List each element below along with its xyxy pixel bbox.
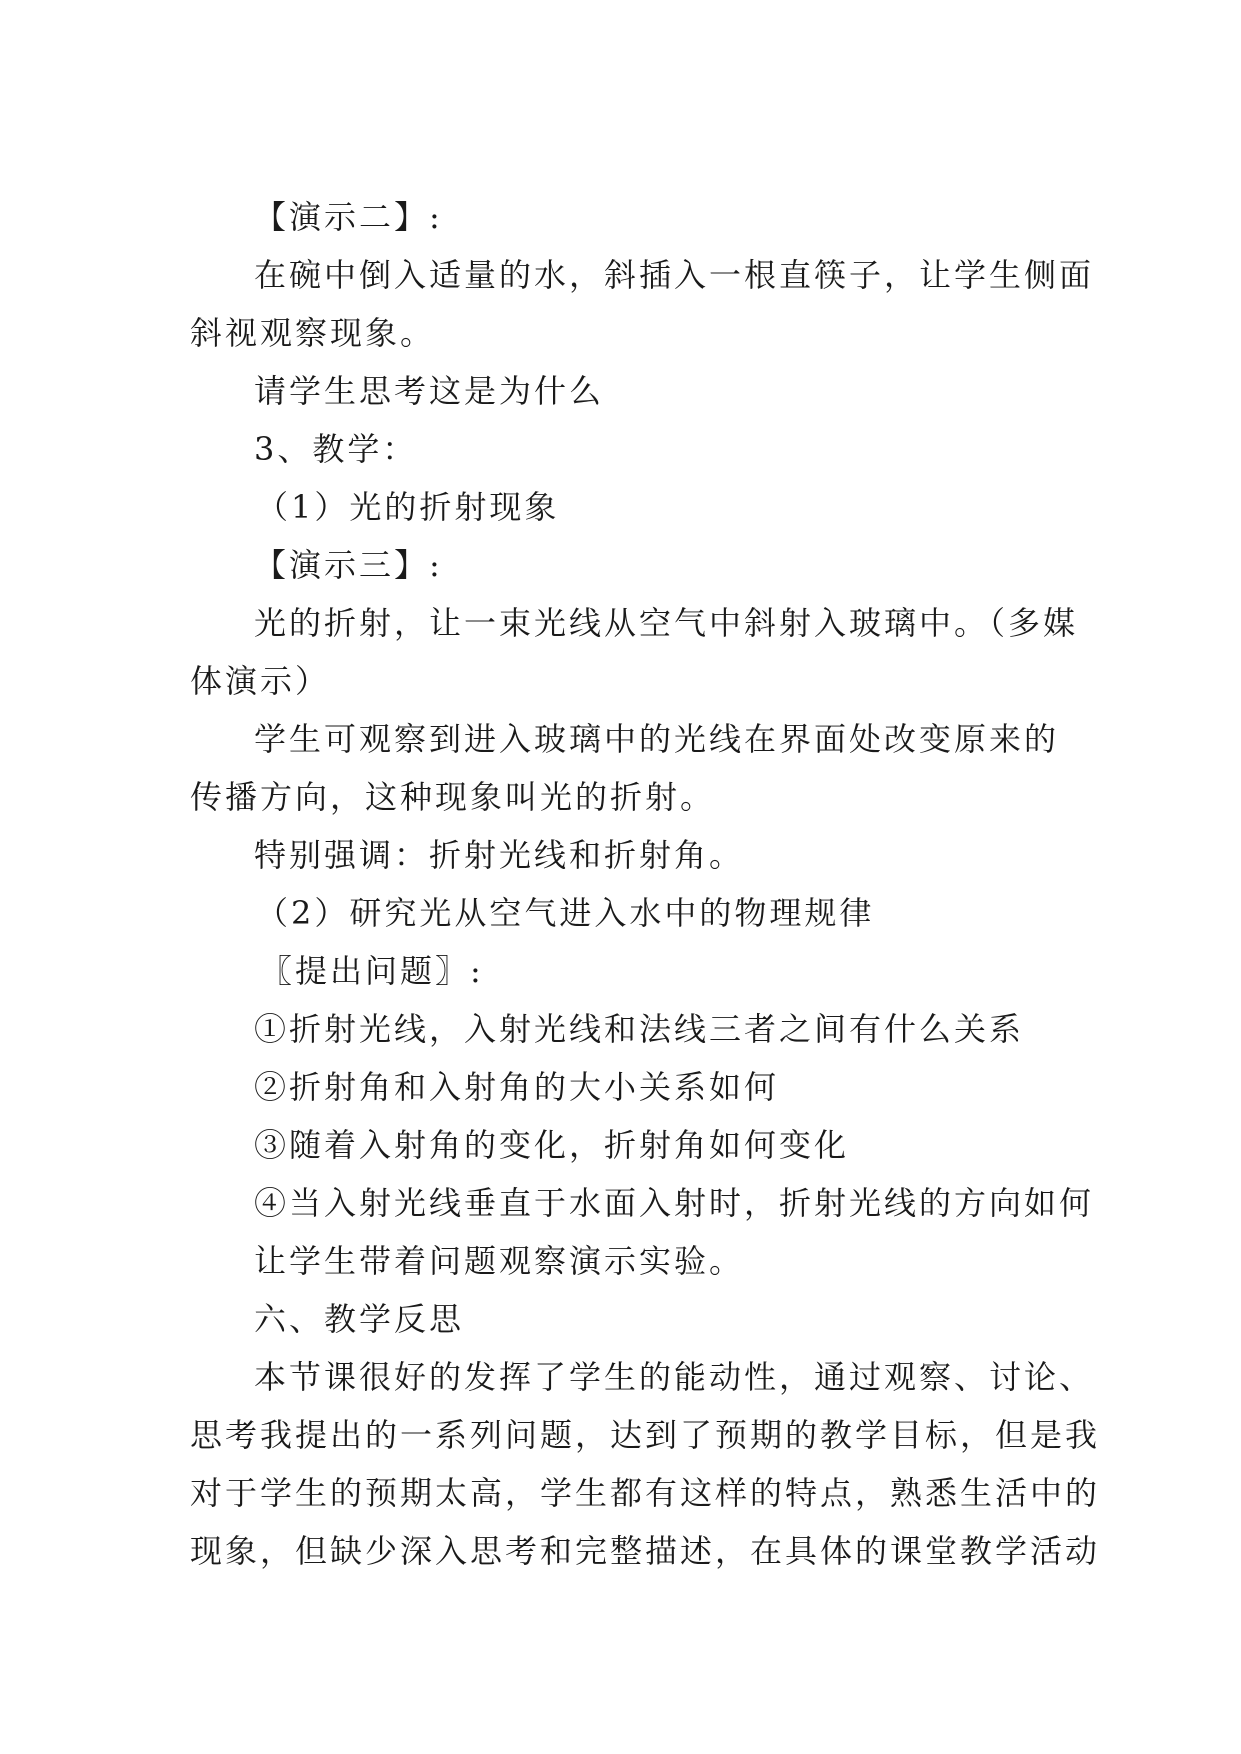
section-heading-teaching: 3、教学：: [254, 430, 418, 468]
subheading-air-to-water: （2）研究光从空气进入水中的物理规律: [256, 894, 875, 932]
paragraph-line: 斜视观察现象。: [190, 314, 436, 352]
document-body: [190, 188, 1101, 1580]
paragraph-line: 本节课很好的发挥了学生的能动性，通过观察、讨论、: [254, 1358, 1095, 1396]
paragraph-line: 传播方向，这种现象叫光的折射。: [190, 778, 716, 816]
section-heading-reflection: 六、教学反思: [254, 1300, 465, 1338]
paragraph-line: 在碗中倒入适量的水，斜插入一根直筷子，让学生侧面: [254, 256, 1095, 294]
paragraph-line: 学生可观察到进入玻璃中的光线在界面处改变原来的: [254, 720, 1060, 758]
paragraph-line: 思考我提出的一系列问题，达到了预期的教学目标，但是我: [190, 1416, 1101, 1454]
paragraph-line: 体演示）: [190, 662, 331, 700]
paragraph-line: 让学生带着问题观察演示实验。: [254, 1242, 745, 1280]
question-item: ①折射光线，入射光线和法线三者之间有什么关系: [254, 1010, 1025, 1048]
paragraph-line: 光的折射，让一束光线从空气中斜射入玻璃中。（多媒: [254, 604, 1079, 642]
question-item: ②折射角和入射角的大小关系如何: [254, 1068, 780, 1106]
paragraph-line: 现象，但缺少深入思考和完整描述，在具体的课堂教学活动: [190, 1532, 1101, 1570]
paragraph-line: 特别强调：折射光线和折射角。: [254, 836, 745, 874]
demo-three-heading: 【演示三】:: [254, 546, 443, 584]
question-item: ④当入射光线垂直于水面入射时，折射光线的方向如何: [254, 1184, 1095, 1222]
paragraph-line: 对于学生的预期太高，学生都有这样的特点，熟悉生活中的: [190, 1474, 1101, 1512]
paragraph-line: 请学生思考这是为什么: [254, 372, 605, 410]
subheading-refraction: （1）光的折射现象: [256, 488, 560, 526]
questions-heading: 〖提出问题〗:: [260, 952, 484, 990]
demo-two-heading: 【演示二】:: [254, 198, 443, 236]
question-item: ③随着入射角的变化，折射角如何变化: [254, 1126, 850, 1164]
